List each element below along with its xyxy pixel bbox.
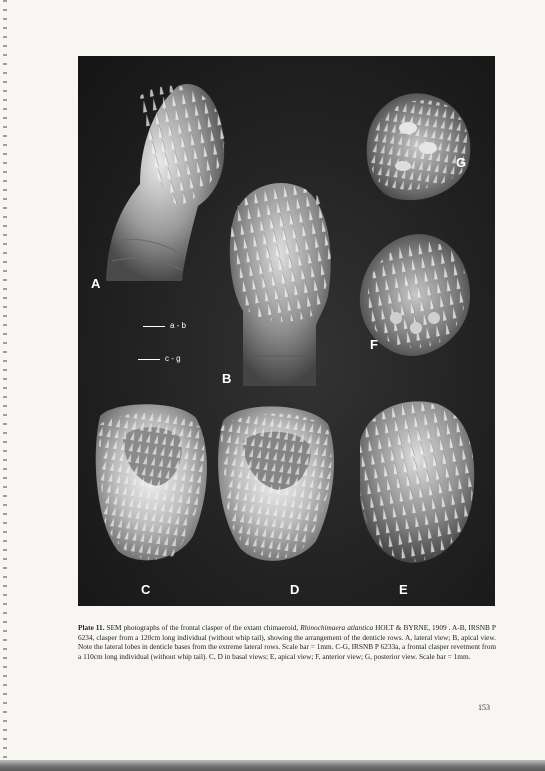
binding-edge (3, 0, 7, 760)
page-number: 153 (478, 703, 490, 712)
caption-species: Rhinochimaera atlantica (300, 623, 374, 632)
scale-bar-cg (138, 355, 181, 363)
specimen-e (360, 401, 474, 563)
scale-bar-line (143, 326, 165, 327)
caption-text-before: SEM photographs of the frontal clasper of the extant chimaeroid, (104, 623, 301, 632)
specimen-b (230, 183, 331, 386)
scale-bar-label: a - b (170, 321, 187, 330)
caption-label: Plate 11. (78, 623, 105, 632)
panel-label-a: A (91, 276, 101, 291)
figure-caption (78, 623, 496, 661)
panel-label-f: F (370, 337, 378, 352)
specimen-a (106, 84, 225, 281)
sem-photographs (78, 56, 495, 606)
scale-bar-line (138, 359, 160, 360)
scale-bar-label: c - g (165, 354, 181, 363)
specimen-d (218, 406, 334, 561)
panel-label-c: C (141, 582, 151, 597)
panel-label-d: D (290, 582, 300, 597)
specimen-c (96, 404, 207, 560)
panel-label-e: E (399, 582, 408, 597)
scan-bottom-edge (0, 760, 545, 771)
panel-label-g: G (456, 155, 467, 170)
panel-label-b: B (222, 371, 232, 386)
caption-text-after: HOLT & BYRNE, 1909 . A-B, IRSNB P 6234, clasper from a 120cm long individual (without whip tail), showing the arrangement of the denticle rows. A, lateral view; B, apical view. Note the lateral lobes in denticle bases from the extreme lateral rows. Scale bar = 1mm. C-G, IRSNB P 6233a, a frontal clasper revetment from a 110cm long individual (without whip tail). C, D in basal views; E, apical view; F, anterior view; G, posterior view. Scale bar = 1mm. (78, 623, 497, 661)
photo-plate (78, 56, 495, 606)
scale-bar-ab (143, 322, 186, 330)
specimen-g (367, 93, 471, 200)
